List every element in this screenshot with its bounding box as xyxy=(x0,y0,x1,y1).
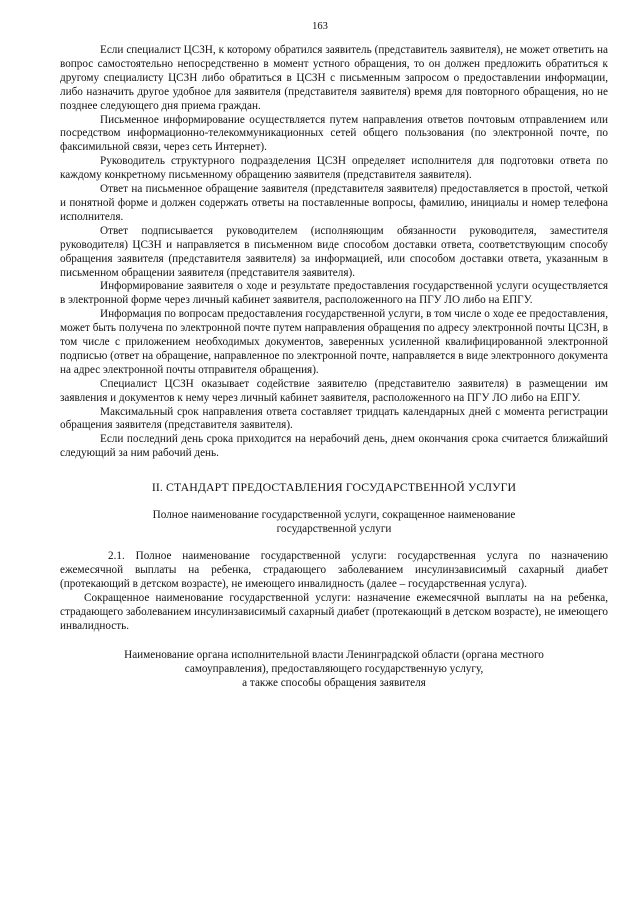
subheading-line: государственной услуги xyxy=(276,523,392,536)
subheading-line: а также способы обращения заявителя xyxy=(242,676,426,689)
paragraph: Ответ подписывается руководителем (исполняющим обязанности руководителя, заместителя руководителя) ЦСЗН и направляется в письменном виде способом доставки ответа, соответствующим способу обращения заявителя (представителя заявителя) за информацией, или способом доставки ответа, указанным в письменном обращении заявителя (представителя заявителя). xyxy=(60,224,608,279)
paragraph: Если специалист ЦСЗН, к которому обратился заявитель (представитель заявителя), не может ответить на вопрос самостоятельно непосредственно в момент устного обращения, то он должен предложить обратиться к другому специалисту ЦСЗН либо обратиться в ЦСЗН с письменным запросом о предоставлении информации, либо назначить другое удобное для заявителя (представителя заявителя) время для повторного обращения, но не позднее следующего дня приема граждан. xyxy=(60,44,608,112)
paragraph: Письменное информирование осуществляется путем направления ответов почтовым отправлением или посредством информационно-телекоммуникационных сетей общего пользования (по электронной почте, по факсимильной связи, через сеть Интернет). xyxy=(60,113,608,154)
paragraph: 2.1. Полное наименование государственной услуги: государственная услуга по назначению ежемесячной выплаты на ребенка, страдающего заболеванием инсулинзависимый сахарный диабет (протекающий в детском возрасте), не имеющего инвалидность (далее – государственная услуга). xyxy=(60,550,608,590)
paragraph: Информация по вопросам предоставления государственной услуги, в том числе о ходе ее предоставления, может быть получена по электронной почте путем направления обращения по адресу электронной почты ЦСЗН, в том числе с приложением необходимых документов, заверенных усиленной квалифицированной электронной подписью (ответ на обращение, направленное по электронной почте, направляется в виде электронного документа на адрес электронной почты отправителя обращения). xyxy=(60,308,608,376)
document-body xyxy=(60,44,608,690)
subheading-line: Наименование органа исполнительной власти Ленинградской области (органа местного xyxy=(124,648,544,661)
paragraph: Информирование заявителя о ходе и результате предоставления государственной услуги осуществляется в электронной форме через личный кабинет заявителя, расположенного на ПГУ ЛО либо на ЕПГУ. xyxy=(60,280,608,307)
subheading-line: самоуправления), предоставляющего государственную услугу, xyxy=(184,662,484,675)
paragraph: Руководитель структурного подразделения ЦСЗН определяет исполнителя для подготовки ответа по каждому конкретному письменному обращению заявителя (представителя заявителя). xyxy=(60,155,608,182)
section-title: II. СТАНДАРТ ПРЕДОСТАВЛЕНИЯ ГОСУДАРСТВЕННОЙ УСЛУГИ xyxy=(151,480,517,495)
paragraph: Максимальный срок направления ответа составляет тридцать календарных дней с момента регистрации обращения заявителя (представителя заявителя). xyxy=(60,405,608,432)
spacer xyxy=(60,634,608,648)
subheading-line: Полное наименование государственной услуги, сокращенное наименование xyxy=(152,509,516,522)
paragraph: Специалист ЦСЗН оказывает содействие заявителю (представителю заявителя) в размещении им заявления и документов к нему через личный кабинет заявителя, расположенного на ПГУ ЛО либо на ЕПГУ. xyxy=(60,377,608,404)
paragraph: Ответ на письменное обращение заявителя (представителя заявителя) предоставляется в простой, четкой и понятной форме и должен содержать ответы на поставленные вопросы, фамилию, инициалы и номер телефона исполнителя. xyxy=(60,183,608,223)
spacer xyxy=(60,536,608,550)
page-number: 163 xyxy=(312,21,328,32)
paragraph: Сокращенное наименование государственной услуги: назначение ежемесячной выплаты на на ребенка, страдающего заболеванием инсулинзависимый сахарный диабет (протекающий в детском возрасте), не имеющего инвалидность. xyxy=(60,591,608,632)
spacer xyxy=(60,495,608,508)
paragraph: Если последний день срока приходится на нерабочий день, днем окончания срока считается ближайший следующий за ним рабочий день. xyxy=(60,433,608,460)
